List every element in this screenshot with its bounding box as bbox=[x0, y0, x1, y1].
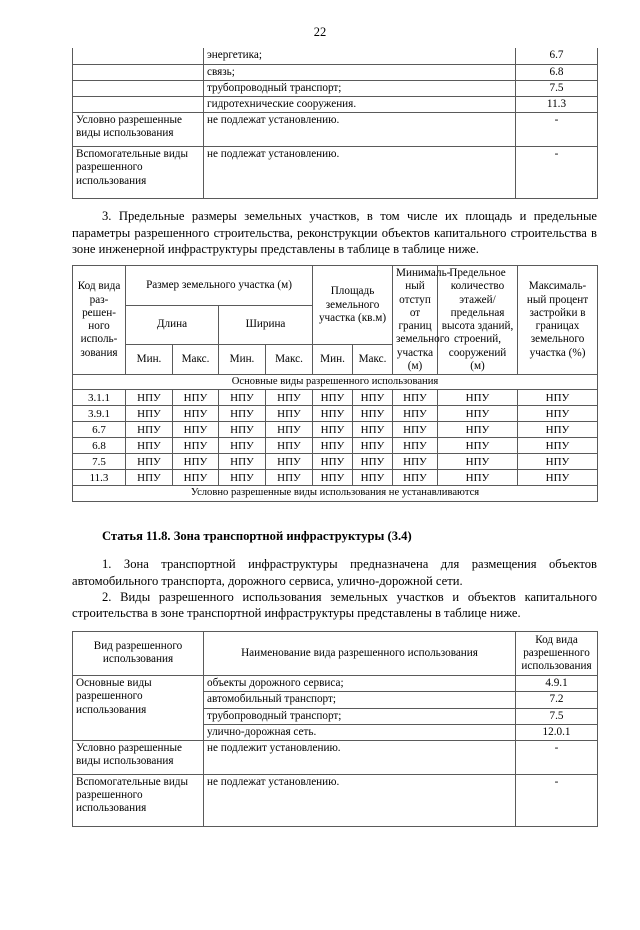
cell-value: НПУ bbox=[438, 422, 518, 438]
cell-name: объекты дорожного сервиса; bbox=[204, 676, 516, 692]
header-width: Ширина bbox=[219, 305, 313, 344]
cell-name: улично-дорожная сеть. bbox=[204, 724, 516, 740]
cell-value: НПУ bbox=[393, 422, 438, 438]
cell-code: - bbox=[516, 147, 598, 199]
header-length-max: Макс. bbox=[173, 345, 219, 375]
cell-code: 12.0.1 bbox=[516, 724, 598, 740]
table-row bbox=[73, 438, 598, 454]
cell-value: НПУ bbox=[393, 390, 438, 406]
cell-code: - bbox=[516, 740, 598, 774]
cell-value: НПУ bbox=[518, 390, 598, 406]
cell-code: 11.3 bbox=[516, 96, 598, 112]
table-row bbox=[73, 470, 598, 486]
page-number: 22 bbox=[313, 25, 327, 39]
cell-code: 6.8 bbox=[73, 438, 126, 454]
cell-value: НПУ bbox=[313, 422, 353, 438]
cell-group bbox=[73, 80, 204, 96]
table-row bbox=[73, 676, 598, 692]
cell-value: НПУ bbox=[173, 390, 219, 406]
cell-group: Условно разрешенные виды использования bbox=[73, 113, 204, 147]
cell-value: НПУ bbox=[219, 454, 266, 470]
cell-value: НПУ bbox=[313, 438, 353, 454]
header-kind: Вид разрешенного использования bbox=[73, 631, 204, 675]
cell-code: 6.7 bbox=[73, 422, 126, 438]
page-content bbox=[72, 48, 597, 827]
paragraph-3: 3. Предельные размеры земельных участков, в том числе их площадь и предельные параметры разрешенного строительства, реконструкции объектов капитального строительства в зоне инженерной инфраструктуры представлены в таблице в таблице ниже. bbox=[72, 209, 597, 256]
cell-value: НПУ bbox=[438, 406, 518, 422]
header-area-group: Площадь земельного участка (кв.м) bbox=[313, 266, 393, 345]
cell-group: Условно разрешенные виды использования bbox=[73, 740, 204, 774]
cell-value: НПУ bbox=[518, 438, 598, 454]
cell-value: НПУ bbox=[353, 470, 393, 486]
cell-value: НПУ bbox=[126, 406, 173, 422]
cell-code: 4.9.1 bbox=[516, 676, 598, 692]
header-code: Код вида раз-решен-ного исполь-зования bbox=[73, 266, 126, 375]
cell-value: НПУ bbox=[219, 470, 266, 486]
cell-value: НПУ bbox=[266, 454, 313, 470]
cell-value: НПУ bbox=[219, 406, 266, 422]
cell-value: НПУ bbox=[266, 422, 313, 438]
cell-group: Вспомогательные виды разрешенного использования bbox=[73, 147, 204, 199]
table-row bbox=[73, 147, 598, 199]
cell-name: трубопроводный транспорт; bbox=[204, 708, 516, 724]
header-length-min: Мин. bbox=[126, 345, 173, 375]
table-header-row bbox=[73, 266, 598, 305]
cell-name: автомобильный транспорт; bbox=[204, 692, 516, 708]
header-area-max: Макс. bbox=[353, 345, 393, 375]
cell-value: НПУ bbox=[393, 470, 438, 486]
cell-code: 6.8 bbox=[516, 64, 598, 80]
cell-name: не подлежат установлению. bbox=[204, 147, 516, 199]
table-row bbox=[73, 390, 598, 406]
section-label-main: Основные виды разрешенного использования bbox=[73, 374, 598, 390]
cell-value: НПУ bbox=[313, 390, 353, 406]
table-header-row bbox=[73, 631, 598, 675]
cell-group: Вспомогательные виды разрешенного использования bbox=[73, 774, 204, 826]
cell-group bbox=[73, 48, 204, 64]
cell-value: НПУ bbox=[173, 454, 219, 470]
cell-value: НПУ bbox=[126, 454, 173, 470]
cell-value: НПУ bbox=[126, 470, 173, 486]
permitted-uses-table bbox=[72, 631, 598, 827]
cell-code: 11.3 bbox=[73, 470, 126, 486]
table-row bbox=[73, 113, 598, 147]
article-paragraph-1: 1. Зона транспортной инфраструктуры предназначена для размещения объектов автомобильного транспорта, дорожного сервиса, улично-дорожной сети. bbox=[72, 557, 597, 588]
section-row-conditional bbox=[73, 486, 598, 502]
cell-value: НПУ bbox=[518, 406, 598, 422]
cell-value: НПУ bbox=[438, 390, 518, 406]
cell-value: НПУ bbox=[393, 406, 438, 422]
header-name: Наименование вида разрешенного использования bbox=[204, 631, 516, 675]
cell-name: трубопроводный транспорт; bbox=[204, 80, 516, 96]
cell-value: НПУ bbox=[438, 470, 518, 486]
header-code: Код вида разрешенного использования bbox=[516, 631, 598, 675]
cell-code: - bbox=[516, 774, 598, 826]
table-row bbox=[73, 48, 598, 64]
article-paragraph-2: 2. Виды разрешенного использования земельных участков и объектов капитального строительства в зоне транспортной инфраструктуры представлены в таблице ниже. bbox=[72, 590, 597, 621]
cell-value: НПУ bbox=[313, 470, 353, 486]
header-width-max: Макс. bbox=[266, 345, 313, 375]
cell-value: НПУ bbox=[313, 454, 353, 470]
cell-value: НПУ bbox=[266, 470, 313, 486]
cell-value: НПУ bbox=[219, 390, 266, 406]
header-area-min: Мин. bbox=[313, 345, 353, 375]
cell-value: НПУ bbox=[266, 406, 313, 422]
cell-value: НПУ bbox=[518, 454, 598, 470]
header-size-group: Размер земельного участка (м) bbox=[126, 266, 313, 305]
cell-name: гидротехнические сооружения. bbox=[204, 96, 516, 112]
continued-uses-table bbox=[72, 48, 598, 199]
header-length: Длина bbox=[126, 305, 219, 344]
cell-name: не подлежат установлению. bbox=[204, 774, 516, 826]
header-width-min: Мин. bbox=[219, 345, 266, 375]
cell-value: НПУ bbox=[438, 454, 518, 470]
cell-code: 6.7 bbox=[516, 48, 598, 64]
cell-code: 7.5 bbox=[516, 708, 598, 724]
cell-value: НПУ bbox=[393, 454, 438, 470]
cell-value: НПУ bbox=[438, 438, 518, 454]
table-row bbox=[73, 80, 598, 96]
cell-value: НПУ bbox=[313, 406, 353, 422]
header-setback: Минималь-ный отступ от границ земельного участка (м) bbox=[393, 266, 438, 375]
cell-group: Основные виды разрешенного использования bbox=[73, 676, 204, 741]
cell-code: 7.2 bbox=[516, 692, 598, 708]
cell-value: НПУ bbox=[219, 422, 266, 438]
cell-code: 3.9.1 bbox=[73, 406, 126, 422]
cell-group bbox=[73, 64, 204, 80]
cell-value: НПУ bbox=[353, 390, 393, 406]
cell-value: НПУ bbox=[518, 422, 598, 438]
cell-code: 7.5 bbox=[73, 454, 126, 470]
cell-value: НПУ bbox=[173, 422, 219, 438]
cell-value: НПУ bbox=[126, 390, 173, 406]
cell-value: НПУ bbox=[173, 406, 219, 422]
article-paragraph-block bbox=[72, 556, 597, 621]
cell-name: не подлежит установлению. bbox=[204, 740, 516, 774]
table-row bbox=[73, 774, 598, 826]
cell-value: НПУ bbox=[173, 438, 219, 454]
section-row-main bbox=[73, 374, 598, 390]
cell-name: не подлежат установлению. bbox=[204, 113, 516, 147]
cell-value: НПУ bbox=[353, 422, 393, 438]
table-row bbox=[73, 454, 598, 470]
cell-value: НПУ bbox=[393, 438, 438, 454]
table-row bbox=[73, 422, 598, 438]
cell-name: энергетика; bbox=[204, 48, 516, 64]
header-floors: Предельное количество этажей/ предельная высота зданий, строений, сооружений (м) bbox=[438, 266, 518, 375]
paragraph-block-3 bbox=[72, 208, 597, 257]
cell-name: связь; bbox=[204, 64, 516, 80]
cell-value: НПУ bbox=[173, 470, 219, 486]
cell-value: НПУ bbox=[353, 438, 393, 454]
cell-value: НПУ bbox=[353, 454, 393, 470]
cell-code: - bbox=[516, 113, 598, 147]
document-page bbox=[0, 24, 640, 930]
section-label-conditional: Условно разрешенные виды использования не устанавливаются bbox=[73, 486, 598, 502]
table-row bbox=[73, 64, 598, 80]
cell-value: НПУ bbox=[219, 438, 266, 454]
parameters-table bbox=[72, 265, 598, 502]
cell-code: 7.5 bbox=[516, 80, 598, 96]
cell-value: НПУ bbox=[518, 470, 598, 486]
header-built-percent: Максималь-ный процент застройки в границах земельного участка (%) bbox=[518, 266, 598, 375]
cell-value: НПУ bbox=[353, 406, 393, 422]
table-row bbox=[73, 740, 598, 774]
cell-value: НПУ bbox=[126, 438, 173, 454]
cell-value: НПУ bbox=[266, 390, 313, 406]
cell-value: НПУ bbox=[266, 438, 313, 454]
table-row bbox=[73, 406, 598, 422]
cell-code: 3.1.1 bbox=[73, 390, 126, 406]
cell-value: НПУ bbox=[126, 422, 173, 438]
cell-group bbox=[73, 96, 204, 112]
article-heading: Статья 11.8. Зона транспортной инфраструктуры (3.4) bbox=[102, 528, 412, 543]
table-row bbox=[73, 96, 598, 112]
